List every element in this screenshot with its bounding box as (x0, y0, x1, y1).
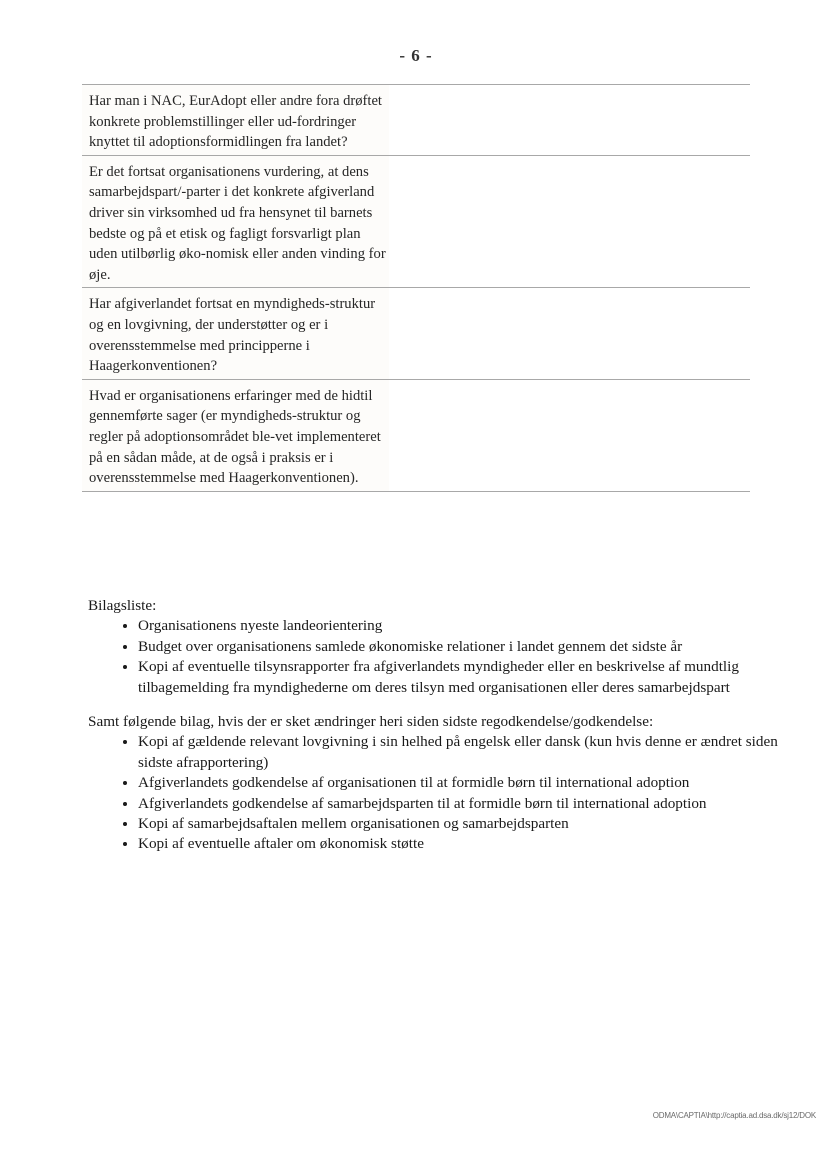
answer-cell (389, 380, 750, 491)
question-cell: Har afgiverlandet fortsat en myndigheds-struktur og en lovgivning, der understøtter og er i overensstemmelse med principperne i Haagerkonventionen? (82, 288, 389, 378)
table-row (82, 380, 750, 492)
list-item: • Kopi af samarbejdsaftalen mellem organisationen og samarbejdsparten (138, 814, 788, 834)
table-row (82, 85, 750, 156)
question-cell: Har man i NAC, EurAdopt eller andre fora drøftet konkrete problemstillinger eller ud-fordringer knyttet til adoptionsformidlingen fra landet? (82, 85, 389, 155)
list-item: • Afgiverlandets godkendelse af organisationen til at formidle børn til international adoption (138, 773, 788, 793)
table-row (82, 156, 750, 289)
attachments-heading: Bilagsliste: (88, 597, 157, 614)
question-table (82, 84, 750, 492)
list-item: • Organisationens nyeste landeorientering (138, 616, 788, 636)
section-gap (88, 698, 788, 712)
document-reference: ODMA\CAPTIA\http://captia.ad.dsa.dk/sj12/DOK (652, 1111, 816, 1120)
question-cell: Hvad er organisationens erfaringer med de hidtil gennemførte sager (er myndigheds-struktur og regler på adoptionsområdet ble-vet implementeret på en sådan måde, at de også i praksis er i overensstemmelse med Haagerkonventionen). (82, 380, 389, 491)
list-item: • Kopi af eventuelle tilsynsrapporter fra afgiverlandets myndigheder eller en beskrivelse af mundtlig tilbagemelding fra myndighederne om deres tilsyn med organisationen eller deres samarbejdspart (138, 657, 788, 698)
list-item: • Kopi af gældende relevant lovgivning i sin helhed på engelsk eller dansk (kun hvis denne er ændret siden sidste afrapportering) (138, 732, 788, 773)
attachments-section (88, 596, 788, 855)
list-item: • Kopi af eventuelle aftaler om økonomisk støtte (138, 834, 788, 854)
attachments-list (88, 616, 788, 698)
conditional-attachments-list (88, 732, 788, 854)
question-cell: Er det fortsat organisationens vurdering, at dens samarbejdspart/-parter i det konkrete afgiverland driver sin virksomhed ud fra hensynet til barnets bedste og på et etisk og fagligt forsvarligt plan uden utilbørlig øko-nomisk eller anden vinding for øje. (82, 156, 389, 288)
table-row (82, 288, 750, 379)
list-item: • Afgiverlandets godkendelse af samarbejdsparten til at formidle børn til international adoption (138, 794, 788, 814)
answer-cell (389, 288, 750, 378)
conditional-attachments-heading: Samt følgende bilag, hvis der er sket ændringer heri siden sidste regodkendelse/godkendelse: (88, 713, 654, 731)
list-item: • Budget over organisationens samlede økonomiske relationer i landet gennem det sidste år (138, 637, 788, 657)
page-number: - 6 - (399, 46, 433, 65)
answer-cell (389, 85, 750, 155)
answer-cell (389, 156, 750, 288)
